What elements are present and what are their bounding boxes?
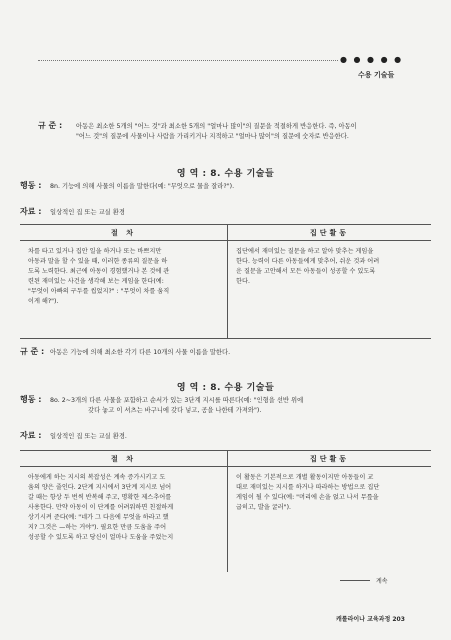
text-line: 아동에게 하는 지시의 복잡성은 계속 증가시키고 도 (28, 474, 166, 481)
criteria-label: 규 준 : (20, 347, 45, 356)
header-rule (38, 60, 338, 61)
material-text: 일상적인 집 또는 교실 환경. (50, 433, 127, 440)
text-line: 집단에서 재미있는 질문을 하고 알아 맞추는 게임을 (236, 248, 374, 255)
behavior-text: 8o. 2~3개의 다른 사물을 포함하고 순서가 있는 3단계 지시를 따른다(예: "인형을 선반 위에 (50, 397, 304, 404)
behavior-label: 행동 : (20, 395, 42, 404)
criteria-text: 아동은 기능에 의해 최소한 각기 다른 10개의 사물 이름을 말한다. (50, 349, 231, 356)
text-line: 움의 양은 줄인다. 2단계 지시에서 3단계 지시로 넘어 (28, 484, 172, 491)
text-line: 차를 타고 있거나 집안 일을 하거나 또는 바쁘지만 (28, 248, 162, 255)
procedure-table (20, 224, 431, 339)
text-line: 갈 때는 항상 두 번씩 반복해 주고, 명확한 제스추어를 (28, 494, 172, 501)
text-line: 련된 재미있는 사건을 생각해 보는 게임을 한다(예: (28, 278, 164, 285)
criteria-label: 규 준 : (38, 121, 63, 130)
text-line: "무엇이 아빠의 구두를 씹었지?" : "무엇이 차를 움직 (28, 288, 170, 295)
text-line: 상기시켜 준다(예: "네가 그 다음에 무엇을 하라고 했 (28, 514, 169, 521)
text-line: 아동과 말을 할 수 있을 때, 이러한 종류의 질문을 하 (28, 258, 168, 265)
text-line: 한다. 능력이 다른 아동들에게 맞추어, 쉬운 것과 어려 (236, 258, 380, 265)
text-line: 한다. (236, 278, 250, 285)
text-line: 굽히고, 발을 굴러"). (236, 504, 291, 511)
column-header-group-activity: 집단활동 (228, 451, 432, 467)
running-header-title: 수용 기술들 (358, 71, 395, 79)
section1-criteria (20, 347, 430, 358)
section-title: 영 역 : 8. 수용 기술들 (176, 169, 275, 179)
column-header-group-activity: 집단활동 (228, 225, 432, 241)
material-text: 일상적인 집 또는 교실 환경 (50, 209, 125, 216)
intro-criteria (38, 121, 428, 142)
materials (20, 431, 430, 442)
behavior (20, 181, 430, 192)
behavior (20, 395, 430, 416)
column-header-procedure: 절 차 (20, 225, 228, 241)
text-line: 운 질문을 고안해서 모든 아동들이 성공할 수 있도록 (236, 268, 376, 275)
text-line: 대로 재미있는 지시를 하거나 따라하는 방법으로 집단 (236, 484, 380, 491)
text-line: 도록 노력한다. 최근에 아동이 경험했거나 본 것에 관 (28, 268, 170, 275)
text-line: 이게 해?"). (28, 298, 59, 305)
behavior-label: 행동 : (20, 181, 42, 190)
group-activity-cell (228, 241, 432, 339)
intro-line: "어느 것"의 질문에 사물이나 사람을 가리키거나 지적하고 "얼마나 많이"의 질문에 숫자로 반응한다. (76, 133, 349, 140)
material-label: 자료 : (20, 207, 42, 216)
procedure-cell (20, 241, 228, 339)
text-line: 사용한다. 만약 아동이 이 단계를 어려워하면 친절하게 (28, 504, 174, 511)
text-line: 성공할 수 있도록 하고 당신이 얼마나 도움을 주었는지 (28, 534, 174, 541)
intro-line: 아동은 최소한 5개의 "어느 것"과 최소한 5개의 "얼마나 많이"의 질문을 적절하게 반응한다. 즉, 아동이 (76, 123, 357, 130)
continued-label: 계속 (376, 578, 388, 585)
text-line: 이 활동은 기본적으로 개별 활동이지만 아동들이 교 (236, 474, 374, 481)
page-footer: 캐롤라이나 교육과정 203 (336, 616, 405, 623)
column-header-procedure: 절 차 (20, 451, 228, 467)
behavior-text: 갖다 놓고 이 셔츠는 바구니에 갖다 넣고, 공을 나한테 가져와"). (88, 407, 262, 414)
text-line: 게임이 될 수 있다(예: "머리에 손을 얹고 나서 무릎을 (236, 494, 379, 501)
continued-rule (340, 580, 370, 581)
section-title: 영 역 : 8. 수용 기술들 (176, 383, 275, 393)
procedure-table (20, 450, 431, 572)
behavior-text: 8n. 기능에 의해 사물의 이름을 말한다(예: "무엇으로 물을 잘라?"). (50, 183, 235, 190)
procedure-cell (20, 467, 228, 572)
group-activity-cell (228, 467, 432, 572)
header-dots: ● ● ● ● ● (340, 55, 404, 64)
materials (20, 207, 430, 218)
material-label: 자료 : (20, 431, 42, 440)
text-line: 지? 그것은 —하는 거야"). 필요한 만큼 도움을 주어 (28, 524, 167, 531)
